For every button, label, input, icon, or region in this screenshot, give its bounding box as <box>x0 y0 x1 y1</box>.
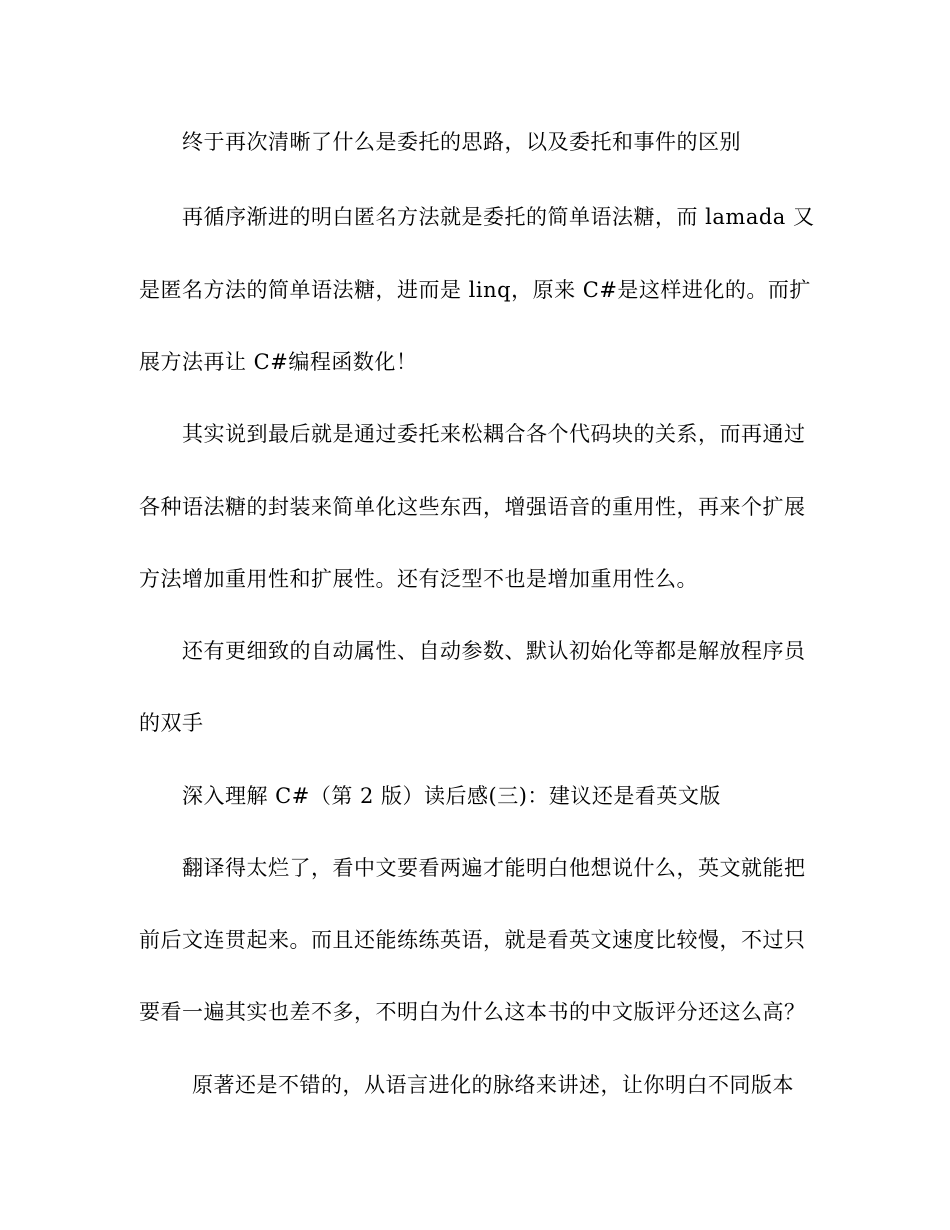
paragraph-line: 要看一遍其实也差不多，不明白为什么这本书的中文版评分还这么高？ <box>139 1000 806 1024</box>
paragraph-line: 前后文连贯起来。而且还能练练英语，就是看英文速度比较慢，不过只 <box>139 928 806 952</box>
paragraph-line: 再循序渐进的明白匿名方法就是委托的简单语法糖，而 lamada 又 <box>182 205 815 229</box>
paragraph-line: 翻译得太烂了，看中文要看两遍才能明白他想说什么，英文就能把 <box>182 856 806 880</box>
paragraph-line: 各种语法糖的封装来简单化这些东西，增强语音的重用性，再来个扩展 <box>139 495 806 519</box>
paragraph-line: 是匿名方法的简单语法糖，进而是 linq，原来 C#是这样进化的。而扩 <box>139 278 811 302</box>
paragraph-line: 其实说到最后就是通过委托来松耦合各个代码块的关系，而再通过 <box>182 422 806 446</box>
paragraph-line: 方法增加重用性和扩展性。还有泛型不也是增加重用性么。 <box>139 567 698 591</box>
paragraph-line: 展方法再让 C#编程函数化！ <box>139 350 418 374</box>
paragraph-line: 原著还是不错的，从语言进化的脉络来讲述，让你明白不同版本 <box>192 1073 794 1097</box>
paragraph-line: 终于再次清晰了什么是委托的思路，以及委托和事件的区别 <box>182 130 741 154</box>
paragraph-line: 还有更细致的自动属性、自动参数、默认初始化等都是解放程序员 <box>182 639 806 663</box>
paragraph-line: 的双手 <box>139 711 204 735</box>
section-heading: 深入理解 C#（第 2 版）读后感(三)：建议还是看英文版 <box>182 784 721 808</box>
